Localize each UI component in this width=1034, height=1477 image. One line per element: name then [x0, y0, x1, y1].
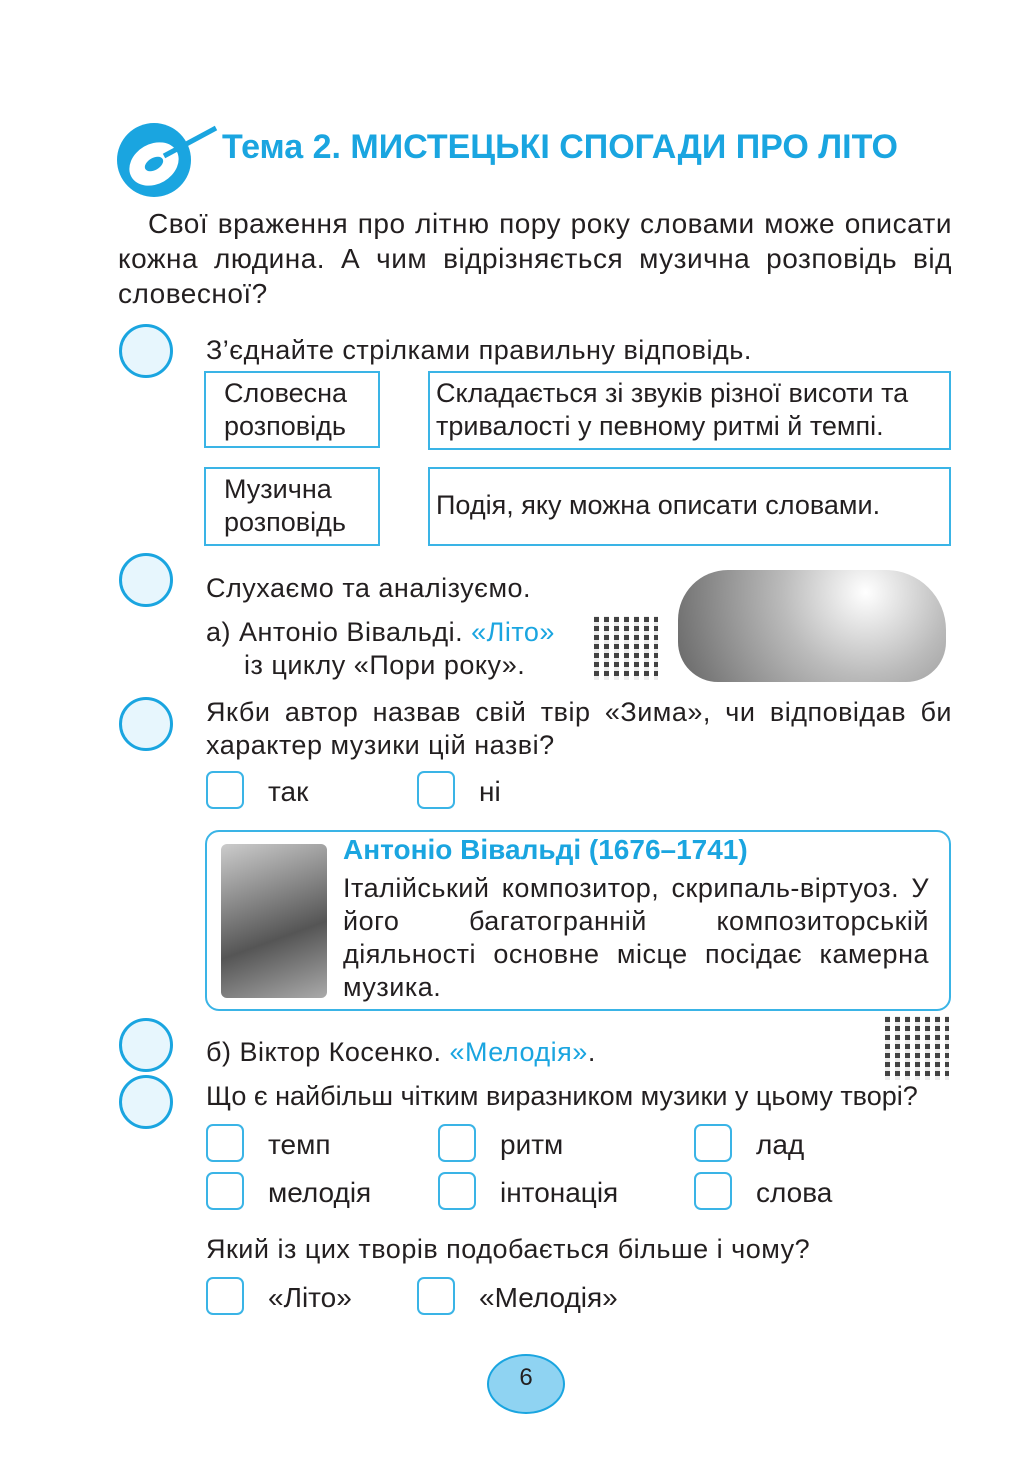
option-lad: лад — [756, 1129, 805, 1160]
listen-b-suffix: . — [587, 1037, 596, 1067]
option-rytm: ритм — [500, 1129, 564, 1160]
intro-text: Свої враження про літню пору року словами може описати кожна людина. А чим відрізняється музична розповідь від словесної? — [118, 208, 952, 309]
bio-name: Антоніо Вівальді (1676–1741) — [343, 834, 748, 865]
checkbox-ni[interactable] — [417, 771, 455, 809]
summer-illustration — [678, 570, 946, 682]
checkbox-rytm[interactable] — [438, 1124, 476, 1162]
option-melodiya-work: «Мелодія» — [479, 1282, 618, 1313]
task1-prompt: З’єднайте стрілками правильну відповідь. — [206, 335, 752, 365]
bio-text: Італійський композитор, скрипаль-віртуоз. У його багатогранній композиторській діяльності основне місце посідає камерна музика. — [343, 873, 929, 1002]
q1-text: Якби автор назвав свій твір «Зима», чи відповідав би характер музики цій назві? — [206, 697, 952, 760]
listen-a-title[interactable]: «Літо» — [471, 617, 555, 647]
checkbox-lito[interactable] — [206, 1277, 244, 1315]
option-melodiya: мелодія — [268, 1177, 372, 1208]
checkbox-melodiya[interactable] — [206, 1172, 244, 1210]
match-left-1[interactable]: Словесна розповідь — [204, 371, 380, 448]
listen-heading: Слухаємо та аналізуємо. — [206, 573, 532, 603]
qr-code-icon[interactable] — [885, 1016, 949, 1080]
checkbox-temp[interactable] — [206, 1124, 244, 1162]
page-title: Тема 2. МИСТЕЦЬКІ СПОГАДИ ПРО ЛІТО — [222, 128, 898, 166]
thinking-child-icon — [119, 697, 173, 751]
option-intonatsiya: інтонація — [500, 1177, 619, 1208]
q2-text: Що є найбільш чітким виразником музики у цьому творі? — [206, 1081, 918, 1111]
checkbox-intonatsiya[interactable] — [438, 1172, 476, 1210]
vivaldi-portrait — [221, 844, 327, 998]
listen-a-line — [206, 616, 555, 649]
page-number: 6 — [519, 1364, 533, 1391]
listening-child-icon — [119, 1018, 173, 1072]
option-temp: темп — [268, 1129, 331, 1160]
checkbox-slova[interactable] — [694, 1172, 732, 1210]
option-lito: «Літо» — [268, 1282, 352, 1313]
qr-code-icon[interactable] — [594, 616, 658, 680]
match-left-2[interactable]: Музична розповідь — [204, 467, 380, 546]
listening-child-icon — [119, 553, 173, 607]
q3-text: Який із цих творів подобається більше і чому? — [206, 1234, 811, 1264]
listen-a-suffix: із циклу «Пори року». — [244, 650, 526, 680]
listen-b-title[interactable]: «Мелодія» — [449, 1037, 588, 1067]
pencil-task-icon — [119, 324, 173, 378]
thinking-child-icon — [119, 1075, 173, 1129]
listen-b-prefix: б) Віктор Косенко. — [206, 1037, 442, 1067]
bio-card — [205, 830, 951, 1011]
match-right-1[interactable]: Складається зі звуків різної висоти та тривалості у певному ритмі й темпі. — [428, 371, 951, 450]
option-slova: слова — [756, 1177, 833, 1208]
match-right-2[interactable]: Подія, яку можна описати словами. — [428, 467, 951, 546]
checkbox-tak[interactable] — [206, 771, 244, 809]
listen-b-line — [206, 1036, 596, 1069]
option-tak: так — [268, 776, 309, 807]
guitar-icon — [116, 118, 228, 200]
option-ni: ні — [479, 776, 501, 807]
checkbox-melodiya-work[interactable] — [417, 1277, 455, 1315]
listen-a-prefix: а) Антоніо Вівальді. — [206, 617, 464, 647]
checkbox-lad[interactable] — [694, 1124, 732, 1162]
